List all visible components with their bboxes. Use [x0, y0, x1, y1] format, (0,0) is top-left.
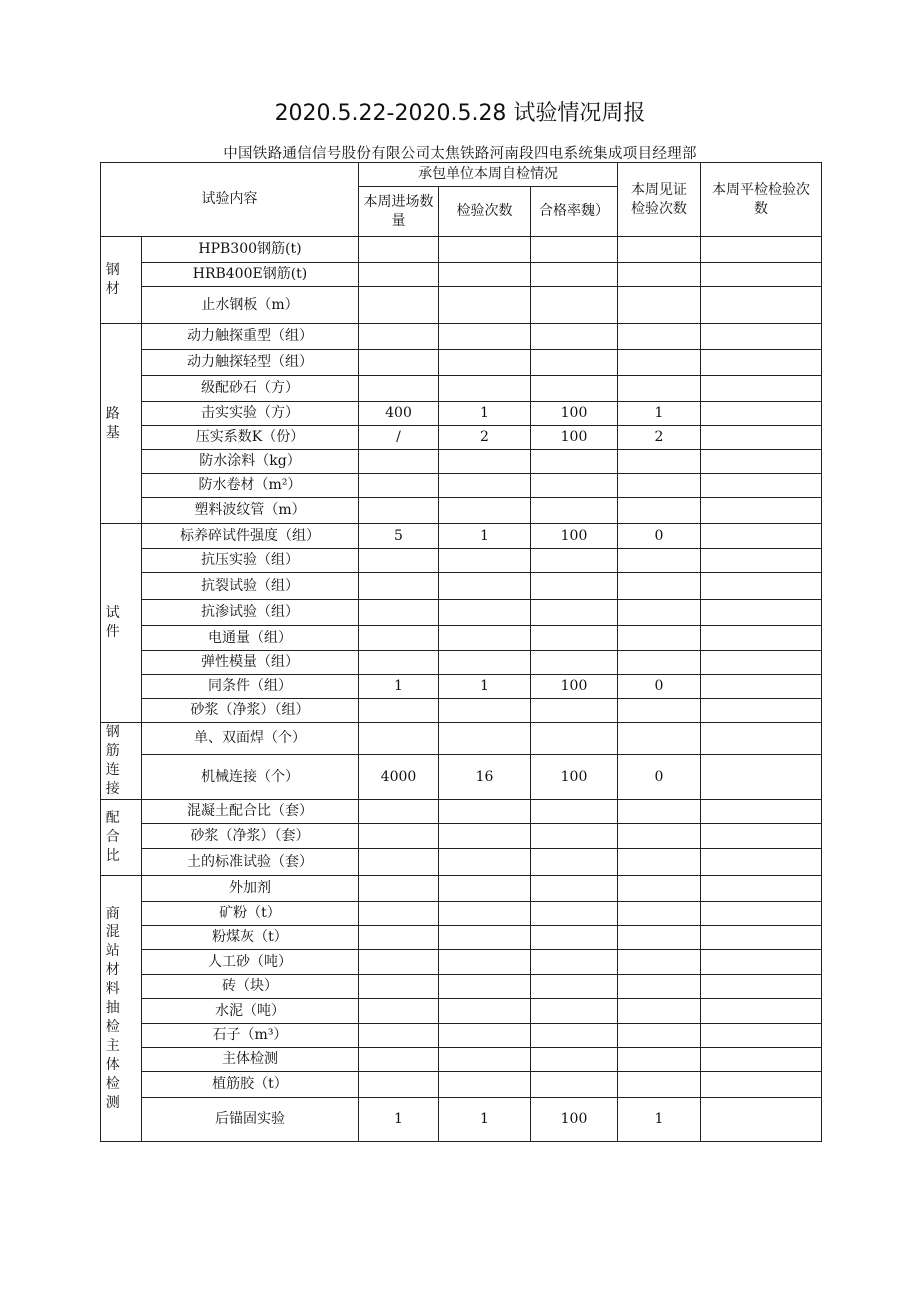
- count-cell: [439, 474, 531, 498]
- item-cell: 抗裂试验（组）: [142, 573, 359, 600]
- qty-cell: [359, 999, 439, 1024]
- rate-cell: [531, 237, 618, 263]
- table-row: [101, 350, 822, 376]
- rate-cell: [531, 1048, 618, 1072]
- rate-cell: [531, 824, 618, 849]
- qty-cell: [359, 699, 439, 723]
- count-cell: [439, 237, 531, 263]
- category-label: [101, 524, 142, 723]
- rate-cell: [531, 450, 618, 474]
- header-witness: 本周见证检验次数: [618, 163, 701, 237]
- witness-cell: [618, 498, 701, 524]
- category-name: 配合比: [105, 810, 120, 864]
- witness-cell: 0: [618, 675, 701, 699]
- item-cell: 同条件（组）: [142, 675, 359, 699]
- qty-cell: [359, 902, 439, 926]
- count-cell: [439, 549, 531, 573]
- count-cell: [439, 450, 531, 474]
- table-row: [101, 498, 822, 524]
- rate-cell: [531, 975, 618, 999]
- item-cell: 标养碎试件强度（组）: [142, 524, 359, 549]
- rate-cell: [531, 876, 618, 902]
- count-cell: [439, 376, 531, 402]
- count-cell: [439, 498, 531, 524]
- parallel-cell: [701, 573, 822, 600]
- item-cell: 动力触探轻型（组）: [142, 350, 359, 376]
- qty-cell: [359, 324, 439, 350]
- category-name: 试件: [105, 605, 120, 640]
- table-row: [101, 950, 822, 975]
- count-cell: [439, 800, 531, 824]
- qty-cell: [359, 651, 439, 675]
- witness-cell: [618, 926, 701, 950]
- item-cell: 矿粉（t）: [142, 902, 359, 926]
- table-row: [101, 1048, 822, 1072]
- qty-cell: [359, 287, 439, 324]
- rate-cell: [531, 600, 618, 626]
- count-cell: [439, 902, 531, 926]
- qty-cell: 1: [359, 1098, 439, 1142]
- parallel-cell: [701, 376, 822, 402]
- qty-cell: [359, 626, 439, 651]
- table-row: [101, 755, 822, 800]
- parallel-cell: [701, 350, 822, 376]
- parallel-cell: [701, 1098, 822, 1142]
- count-cell: [439, 1072, 531, 1098]
- parallel-cell: [701, 450, 822, 474]
- rate-cell: 100: [531, 426, 618, 450]
- qty-cell: [359, 350, 439, 376]
- count-cell: 1: [439, 1098, 531, 1142]
- table-row: [101, 926, 822, 950]
- qty-cell: [359, 600, 439, 626]
- table-row: [101, 902, 822, 926]
- table-row: [101, 474, 822, 498]
- parallel-cell: [701, 263, 822, 287]
- item-cell: 混凝土配合比（套）: [142, 800, 359, 824]
- table-row: [101, 651, 822, 675]
- witness-cell: [618, 723, 701, 755]
- witness-cell: [618, 824, 701, 849]
- rate-cell: [531, 350, 618, 376]
- table-row: [101, 324, 822, 350]
- count-cell: 2: [439, 426, 531, 450]
- rate-cell: [531, 651, 618, 675]
- parallel-cell: [701, 600, 822, 626]
- category-label: [101, 723, 142, 800]
- rate-cell: [531, 800, 618, 824]
- qty-cell: [359, 723, 439, 755]
- category-label: [101, 800, 142, 876]
- table-row: [101, 376, 822, 402]
- item-cell: 击实实验（方）: [142, 402, 359, 426]
- witness-cell: [618, 450, 701, 474]
- count-cell: [439, 876, 531, 902]
- item-cell: 抗渗试验（组）: [142, 600, 359, 626]
- qty-cell: [359, 849, 439, 876]
- witness-cell: [618, 350, 701, 376]
- item-cell: 土的标准试验（套）: [142, 849, 359, 876]
- witness-cell: [618, 849, 701, 876]
- item-cell: 抗压实验（组）: [142, 549, 359, 573]
- witness-cell: [618, 950, 701, 975]
- parallel-cell: [701, 651, 822, 675]
- qty-cell: [359, 573, 439, 600]
- qty-cell: [359, 1024, 439, 1048]
- qty-cell: 1: [359, 675, 439, 699]
- witness-cell: [618, 324, 701, 350]
- qty-cell: [359, 975, 439, 999]
- table-row: [101, 263, 822, 287]
- parallel-cell: [701, 902, 822, 926]
- count-cell: [439, 950, 531, 975]
- witness-cell: [618, 474, 701, 498]
- witness-cell: [618, 1072, 701, 1098]
- rate-cell: 100: [531, 1098, 618, 1142]
- header-group: 承包单位本周自检情况: [359, 163, 618, 187]
- table-row: [101, 549, 822, 573]
- category-name: 钢筋连接: [105, 724, 120, 797]
- rate-cell: [531, 999, 618, 1024]
- qty-cell: [359, 800, 439, 824]
- header-rate: 合格率魏）: [531, 187, 618, 237]
- item-cell: 砂浆（净浆）（组）: [142, 699, 359, 723]
- category-label: [101, 876, 142, 1142]
- qty-cell: [359, 237, 439, 263]
- qty-cell: [359, 1048, 439, 1072]
- parallel-cell: [701, 975, 822, 999]
- rate-cell: 100: [531, 675, 618, 699]
- qty-cell: [359, 376, 439, 402]
- witness-cell: [618, 600, 701, 626]
- count-cell: [439, 824, 531, 849]
- witness-cell: 0: [618, 524, 701, 549]
- item-cell: 动力触探重型（组）: [142, 324, 359, 350]
- parallel-cell: [701, 675, 822, 699]
- witness-cell: [618, 626, 701, 651]
- witness-cell: [618, 376, 701, 402]
- parallel-cell: [701, 626, 822, 651]
- count-cell: [439, 723, 531, 755]
- table-row: [101, 999, 822, 1024]
- item-cell: 人工砂（吨）: [142, 950, 359, 975]
- qty-cell: [359, 950, 439, 975]
- item-cell: HRB400E钢筋(t): [142, 263, 359, 287]
- report-subtitle: 中国铁路通信信号股份有限公司太焦铁路河南段四电系统集成项目经理部: [223, 146, 697, 162]
- table-row: [101, 237, 822, 263]
- table-row: [101, 675, 822, 699]
- rate-cell: [531, 1072, 618, 1098]
- table-row: [101, 1024, 822, 1048]
- qty-cell: [359, 474, 439, 498]
- qty-cell: [359, 876, 439, 902]
- parallel-cell: [701, 237, 822, 263]
- parallel-cell: [701, 549, 822, 573]
- inspection-table: [100, 162, 822, 1142]
- parallel-cell: [701, 999, 822, 1024]
- header-row: [101, 163, 822, 187]
- witness-cell: [618, 800, 701, 824]
- item-cell: 机械连接（个）: [142, 755, 359, 800]
- parallel-cell: [701, 723, 822, 755]
- table-row: [101, 1098, 822, 1142]
- parallel-cell: [701, 524, 822, 549]
- rate-cell: [531, 902, 618, 926]
- item-cell: 弹性模量（组）: [142, 651, 359, 675]
- table-row: [101, 975, 822, 999]
- item-cell: 止水钢板（m）: [142, 287, 359, 324]
- count-cell: 16: [439, 755, 531, 800]
- witness-cell: [618, 876, 701, 902]
- witness-cell: [618, 573, 701, 600]
- header-count: 检验次数: [439, 187, 531, 237]
- rate-cell: [531, 1024, 618, 1048]
- item-cell: 防水涂料（kg）: [142, 450, 359, 474]
- item-cell: HPB300钢筋(t): [142, 237, 359, 263]
- item-cell: 单、双面焊（个）: [142, 723, 359, 755]
- qty-cell: [359, 263, 439, 287]
- category-label: [101, 237, 142, 324]
- count-cell: [439, 975, 531, 999]
- table-row: [101, 1072, 822, 1098]
- count-cell: [439, 287, 531, 324]
- header-parallel: 本周平检检验次数: [701, 163, 822, 237]
- rate-cell: 100: [531, 755, 618, 800]
- count-cell: [439, 999, 531, 1024]
- parallel-cell: [701, 498, 822, 524]
- witness-cell: [618, 975, 701, 999]
- rate-cell: [531, 926, 618, 950]
- parallel-cell: [701, 402, 822, 426]
- item-cell: 级配砂石（方）: [142, 376, 359, 402]
- qty-cell: 4000: [359, 755, 439, 800]
- witness-cell: 0: [618, 755, 701, 800]
- category-name: 钢材: [105, 262, 120, 297]
- rate-cell: [531, 849, 618, 876]
- witness-cell: [618, 1048, 701, 1072]
- report-title: 2020.5.22-2020.5.28 试验情况周报: [274, 101, 646, 126]
- item-cell: 外加剂: [142, 876, 359, 902]
- parallel-cell: [701, 699, 822, 723]
- count-cell: [439, 600, 531, 626]
- table-row: [101, 600, 822, 626]
- parallel-cell: [701, 876, 822, 902]
- qty-cell: [359, 450, 439, 474]
- table-row: [101, 573, 822, 600]
- table-row: [101, 699, 822, 723]
- item-cell: 压实系数K（份）: [142, 426, 359, 450]
- rate-cell: [531, 626, 618, 651]
- parallel-cell: [701, 474, 822, 498]
- table-row: [101, 450, 822, 474]
- item-cell: 主体检测: [142, 1048, 359, 1072]
- rate-cell: [531, 324, 618, 350]
- qty-cell: [359, 498, 439, 524]
- header-content: 试验内容: [101, 163, 359, 237]
- rate-cell: 100: [531, 524, 618, 549]
- rate-cell: [531, 573, 618, 600]
- parallel-cell: [701, 426, 822, 450]
- count-cell: [439, 1024, 531, 1048]
- witness-cell: [618, 999, 701, 1024]
- parallel-cell: [701, 1048, 822, 1072]
- count-cell: [439, 324, 531, 350]
- parallel-cell: [701, 324, 822, 350]
- parallel-cell: [701, 287, 822, 324]
- parallel-cell: [701, 824, 822, 849]
- table-row: [101, 287, 822, 324]
- item-cell: 植筋胶（t）: [142, 1072, 359, 1098]
- header-qty: 本周进场数量: [359, 187, 439, 237]
- table-row: [101, 800, 822, 824]
- table-row: [101, 524, 822, 549]
- witness-cell: [618, 263, 701, 287]
- witness-cell: [618, 237, 701, 263]
- count-cell: [439, 849, 531, 876]
- category-label: [101, 324, 142, 524]
- table-row: [101, 876, 822, 902]
- parallel-cell: [701, 1024, 822, 1048]
- witness-cell: 2: [618, 426, 701, 450]
- parallel-cell: [701, 950, 822, 975]
- qty-cell: [359, 926, 439, 950]
- item-cell: 砂浆（净浆）（套）: [142, 824, 359, 849]
- count-cell: 1: [439, 524, 531, 549]
- count-cell: [439, 350, 531, 376]
- table-row: [101, 626, 822, 651]
- item-cell: 防水卷材（m²）: [142, 474, 359, 498]
- item-cell: 石子（m³）: [142, 1024, 359, 1048]
- count-cell: [439, 263, 531, 287]
- witness-cell: 1: [618, 1098, 701, 1142]
- witness-cell: [618, 902, 701, 926]
- item-cell: 电通量（组）: [142, 626, 359, 651]
- item-cell: 水泥（吨）: [142, 999, 359, 1024]
- count-cell: 1: [439, 675, 531, 699]
- rate-cell: 100: [531, 402, 618, 426]
- rate-cell: [531, 699, 618, 723]
- rate-cell: [531, 287, 618, 324]
- item-cell: 砖（块）: [142, 975, 359, 999]
- witness-cell: [618, 651, 701, 675]
- count-cell: [439, 626, 531, 651]
- qty-cell: /: [359, 426, 439, 450]
- parallel-cell: [701, 1072, 822, 1098]
- qty-cell: [359, 1072, 439, 1098]
- qty-cell: 400: [359, 402, 439, 426]
- qty-cell: [359, 549, 439, 573]
- witness-cell: [618, 699, 701, 723]
- item-cell: 粉煤灰（t）: [142, 926, 359, 950]
- witness-cell: [618, 1024, 701, 1048]
- witness-cell: [618, 287, 701, 324]
- parallel-cell: [701, 926, 822, 950]
- count-cell: [439, 573, 531, 600]
- table-row: [101, 824, 822, 849]
- table-row: [101, 402, 822, 426]
- rate-cell: [531, 498, 618, 524]
- count-cell: [439, 926, 531, 950]
- rate-cell: [531, 723, 618, 755]
- parallel-cell: [701, 755, 822, 800]
- rate-cell: [531, 376, 618, 402]
- table-row: [101, 723, 822, 755]
- witness-cell: [618, 549, 701, 573]
- qty-cell: 5: [359, 524, 439, 549]
- count-cell: [439, 699, 531, 723]
- count-cell: [439, 1048, 531, 1072]
- item-cell: 后锚固实验: [142, 1098, 359, 1142]
- parallel-cell: [701, 849, 822, 876]
- category-name: 路基: [105, 405, 120, 441]
- parallel-cell: [701, 800, 822, 824]
- table-row: [101, 849, 822, 876]
- qty-cell: [359, 824, 439, 849]
- count-cell: [439, 651, 531, 675]
- item-cell: 塑料波纹管（m）: [142, 498, 359, 524]
- rate-cell: [531, 950, 618, 975]
- count-cell: 1: [439, 402, 531, 426]
- table-row: [101, 426, 822, 450]
- rate-cell: [531, 549, 618, 573]
- witness-cell: 1: [618, 402, 701, 426]
- rate-cell: [531, 474, 618, 498]
- category-name: 商混站材料抽检主体检测: [105, 905, 120, 1111]
- rate-cell: [531, 263, 618, 287]
